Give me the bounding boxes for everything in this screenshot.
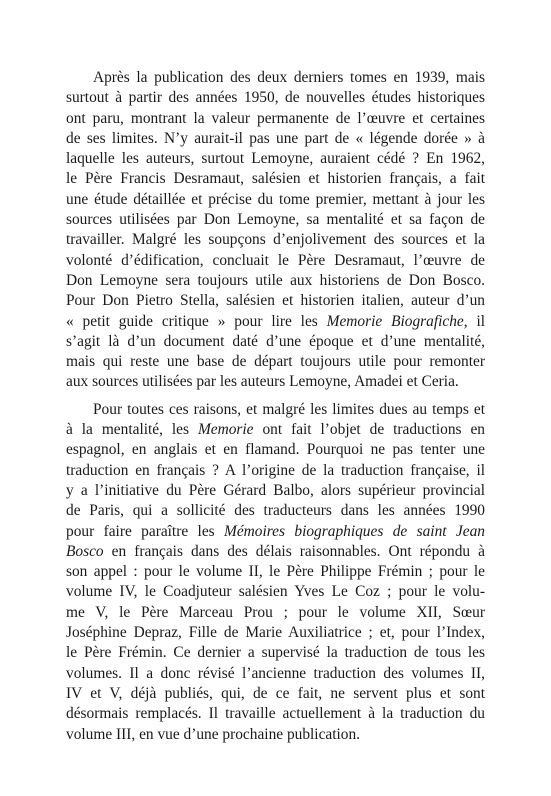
text-line: Après la publication des deux derniers tomes en 1939, mais	[93, 69, 485, 86]
text-segment: ont fait l’objet de traductions en	[262, 421, 485, 439]
text-line: volonté d’édification, concluait le Père Desramaut, l’œuvre de	[66, 251, 485, 269]
text-segment: à la mentalité, les	[66, 421, 198, 439]
italic-title: Mémoires biographiques de saint Jean	[224, 522, 485, 540]
text-line: le Père Frémin. Ce dernier a supervisé la traduction de tous les	[66, 644, 485, 662]
text-line: IV et V, déjà publiés, qui, de ce fait, ne servent plus et sont	[66, 684, 485, 702]
text-line: Joséphine Depraz, Fille de Marie Auxiliatrice ; et, pour l’Index,	[66, 624, 485, 642]
text-line: s’agit là d’un document daté d’une époque et d’une mentalité,	[66, 332, 485, 350]
italic-title: Memorie	[197, 421, 254, 439]
text-line: traduction en français ? A l’origine de la traduction française, il	[66, 461, 485, 479]
italic-title: Memorie Biografiche	[326, 312, 464, 330]
text-line	[66, 522, 485, 542]
text-line: espagnol, en anglais et en flamand. Pourquoi ne pas tenter une	[66, 441, 485, 459]
text-segment: , il	[463, 312, 485, 330]
text-line: de ses limites. N’y aurait-il pas une part de « légende dorée » à	[66, 129, 485, 147]
text-line: désormais remplacés. Il travaille actuellement à la traduction du	[66, 705, 485, 723]
text-line: le Père Francis Desramaut, salésien et historien français, a fait	[66, 170, 485, 188]
text-line: sources utilisées par Don Lemoyne, sa mentalité et sa façon de	[66, 211, 485, 229]
text-line: volume IV, le Coadjuteur salésien Yves Le Coz ; pour le volu-	[66, 583, 485, 601]
text-line: volumes. Il a donc révisé l’ancienne traduction des volumes II,	[66, 664, 485, 682]
body-text	[66, 68, 485, 745]
text-line: une étude détaillée et précise du tome premier, mettant à jour les	[66, 190, 485, 208]
paragraph-2	[66, 400, 485, 745]
paragraph-1	[66, 68, 485, 393]
text-segment: en français dans des délais raisonnables. Ont répondu à	[111, 542, 485, 560]
text-line: y a l’initiative du Père Gérard Balbo, alors supérieur provincial	[66, 481, 485, 499]
text-segment: « petit guide critique » pour lire les	[66, 312, 327, 330]
text-line: travailler. Malgré les soupçons d’enjolivement des sources et la	[66, 231, 485, 249]
text-line: Pour toutes ces raisons, et malgré les limites dues au temps et	[93, 400, 485, 418]
text-line: aux sources utilisées par les auteurs Lemoyne, Amadei et Ceria.	[66, 373, 459, 391]
text-line: de Paris, qui a sollicité des traducteurs dans les années 1990	[66, 502, 485, 520]
text-line: mais qui reste une base de départ toujours utile pour remonter	[66, 353, 485, 371]
text-line: surtout à partir des années 1950, de nouvelles études historiques	[66, 89, 485, 107]
text-line: volume III, en vue d’une prochaine publication.	[66, 725, 361, 743]
text-line	[66, 542, 485, 562]
italic-title: Bosco	[66, 542, 104, 560]
text-segment: pour faire paraître les	[66, 522, 225, 540]
text-line: Pour Don Pietro Stella, salésien et historien italien, auteur d’un	[66, 292, 485, 310]
text-line: laquelle les auteurs, surtout Lemoyne, auraient cédé ? En 1962,	[66, 150, 485, 168]
text-line: son appel : pour le volume II, le Père Philippe Frémin ; pour le	[66, 563, 485, 581]
text-line: Don Lemoyne sera toujours utile aux historiens de Don Bosco.	[66, 271, 485, 289]
text-line	[66, 312, 485, 332]
text-line: me V, le Père Marceau Prou ; pour le volume XII, Sœur	[66, 603, 485, 621]
text-line: ont paru, montrant la valeur permanente de l’œuvre et certaines	[66, 109, 485, 127]
text-line	[66, 420, 485, 440]
